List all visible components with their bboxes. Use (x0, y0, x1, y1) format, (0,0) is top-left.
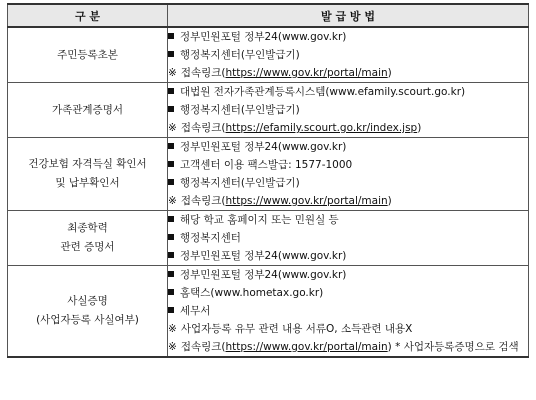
method-item (168, 247, 528, 265)
note-text: 사업자등록 유무 관련 내용 서류O, 소득관련 내용X (180, 323, 413, 335)
header-category: 구 분 (8, 4, 168, 27)
category-line: 사실증명 (67, 295, 108, 307)
method-text: 대법원 전자가족관계등록시스템(www.efamily.scourt.go.kr) (180, 86, 466, 98)
document-category (8, 83, 168, 138)
table-row (8, 83, 529, 138)
note-suffix: ) (417, 122, 422, 134)
method-text: 세무서 (180, 305, 211, 317)
method-item (168, 211, 528, 229)
method-text: 홈택스(www.hometax.go.kr) (180, 287, 324, 299)
method-item (168, 138, 528, 156)
category-line: 관련 증명서 (60, 241, 115, 253)
note-text: 접속링크( (180, 341, 226, 353)
issuance-methods-table (7, 3, 529, 358)
table-row (8, 27, 529, 83)
note-item (168, 119, 528, 137)
category-line: 주민등록초본 (57, 48, 118, 61)
note-suffix: ) (387, 195, 392, 207)
reference-mark-icon: ※ (168, 122, 177, 134)
method-item (168, 174, 528, 192)
method-item (168, 83, 528, 101)
method-item (168, 46, 528, 64)
note-item (168, 192, 528, 210)
note-text: 접속링크( (180, 195, 226, 207)
document-category (8, 211, 168, 266)
reference-mark-icon: ※ (168, 323, 177, 335)
square-bullet-icon (168, 143, 174, 149)
method-text: 정부민원포털 정부24(www.gov.kr) (180, 31, 347, 43)
square-bullet-icon (168, 106, 174, 112)
category-line: 건강보험 자격득실 확인서 (28, 158, 147, 170)
method-item (168, 229, 528, 247)
access-link[interactable]: https://efamily.scourt.go.kr/index.jsp (225, 122, 418, 134)
square-bullet-icon (168, 179, 174, 185)
table-row (8, 138, 529, 211)
table-row (8, 211, 529, 266)
method-item (168, 266, 528, 284)
document-category (8, 27, 168, 83)
table-row (8, 266, 529, 358)
document-category (8, 266, 168, 358)
square-bullet-icon (168, 216, 174, 222)
issuance-methods (168, 266, 529, 358)
note-item (168, 320, 528, 338)
reference-mark-icon: ※ (168, 341, 177, 353)
method-text: 정부민원포털 정부24(www.gov.kr) (180, 250, 347, 262)
issuance-methods (168, 27, 529, 83)
category-line: 및 납부확인서 (55, 177, 120, 189)
square-bullet-icon (168, 51, 174, 57)
method-text: 행정복지센터(무인발급기) (180, 49, 300, 61)
method-item (168, 156, 528, 174)
reference-mark-icon: ※ (168, 67, 177, 79)
square-bullet-icon (168, 289, 174, 295)
note-suffix: ) (387, 67, 392, 79)
square-bullet-icon (168, 161, 174, 167)
method-text: 행정복지센터(무인발급기) (180, 104, 300, 116)
method-item (168, 284, 528, 302)
access-link[interactable]: https://www.gov.kr/portal/main (225, 67, 388, 79)
method-text: 행정복지센터(무인발급기) (180, 177, 300, 189)
header-methods: 발 급 방 법 (168, 4, 529, 27)
method-text: 정부민원포털 정부24(www.gov.kr) (180, 269, 347, 281)
issuance-methods (168, 83, 529, 138)
square-bullet-icon (168, 271, 174, 277)
category-line: (사업자등록 사실여부) (36, 314, 139, 326)
square-bullet-icon (168, 307, 174, 313)
method-text: 해당 학교 홈페이지 또는 민원실 등 (180, 214, 339, 226)
method-text: 고객센터 이용 팩스발급: 1577-1000 (180, 159, 353, 171)
method-item (168, 302, 528, 320)
category-line: 최종학력 (67, 222, 108, 234)
issuance-methods (168, 138, 529, 211)
note-item (168, 64, 528, 82)
note-item (168, 338, 528, 356)
reference-mark-icon: ※ (168, 195, 177, 207)
note-suffix: ) * 사업자등록증명으로 검색 (387, 341, 519, 353)
document-category (8, 138, 168, 211)
access-link[interactable]: https://www.gov.kr/portal/main (225, 195, 388, 207)
square-bullet-icon (168, 252, 174, 258)
square-bullet-icon (168, 234, 174, 240)
note-text: 접속링크( (180, 67, 226, 79)
category-line: 가족관계증명서 (51, 103, 123, 116)
table-body (8, 27, 529, 357)
issuance-methods (168, 211, 529, 266)
method-text: 행정복지센터 (180, 232, 241, 244)
access-link[interactable]: https://www.gov.kr/portal/main (225, 341, 388, 353)
square-bullet-icon (168, 33, 174, 39)
method-item (168, 101, 528, 119)
square-bullet-icon (168, 88, 174, 94)
note-text: 접속링크( (180, 122, 226, 134)
method-item (168, 28, 528, 46)
method-text: 정부민원포털 정부24(www.gov.kr) (180, 141, 347, 153)
table-header-row (8, 4, 529, 27)
